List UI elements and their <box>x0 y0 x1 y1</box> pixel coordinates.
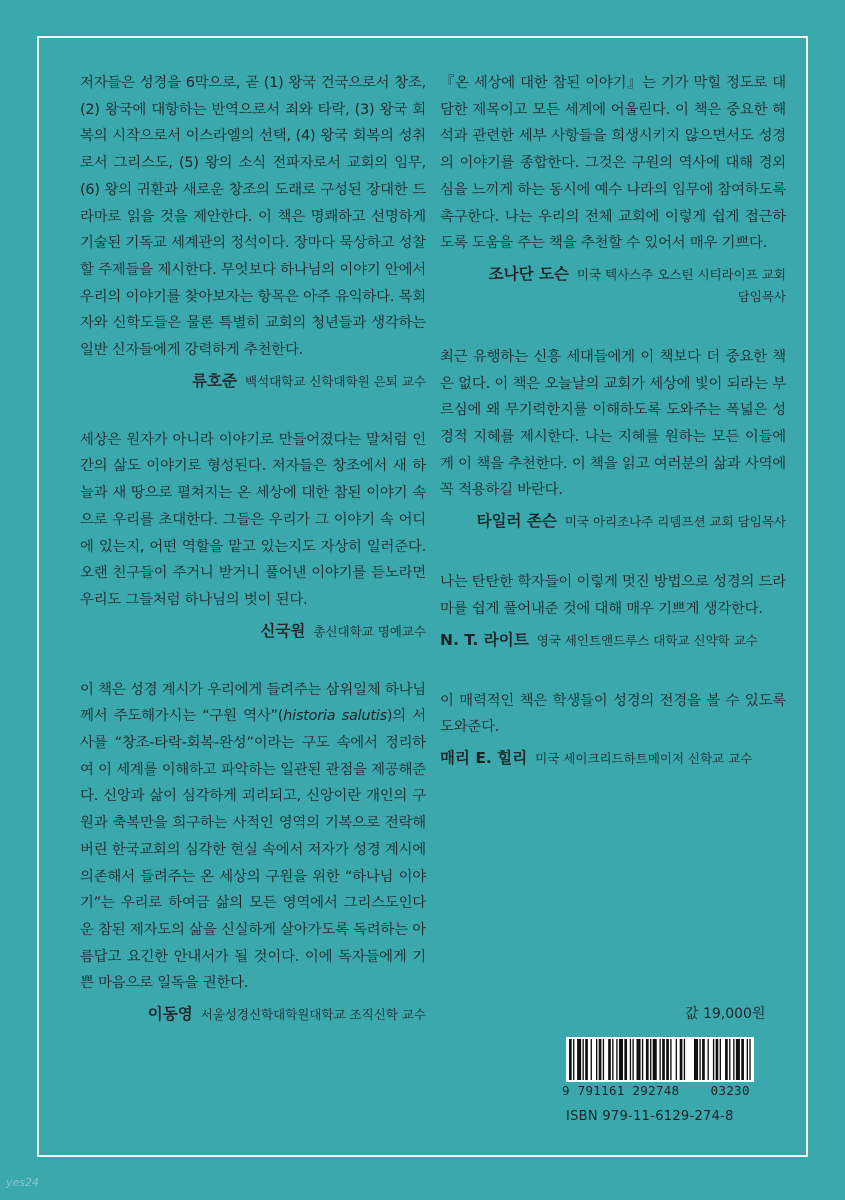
barcode-bar <box>676 1039 677 1080</box>
endorsement-text-part: )의 서사를 “창조-타락-회복-완성”이라는 구도 속에서 정리하여 이 세계를 이해하고 파악하는 일관된 관점을 제공해준다. 신앙과 삶이 심각하게 괴리되고, 신앙이란 개인의 구원과 축복만을 희구하는 사적인 영역의 기복으로 전락해 버린 한국교회의 심각한 현실 속에서 저자가 성경 계시에 의존해서 들려주는 온 세상의 구원을 위한 “하나님 이야기”는 우리로 하여금 삶의 모든 영역에서 그리스도인다운 참된 제자도의 삶을 신실하게 살아가도록 독려하는 아름답고 요긴한 안내서가 될 것이다. 이에 독자들에게 기쁜 마음으로 일독을 권한다. <box>80 708 426 992</box>
endorsement-attribution <box>80 620 426 643</box>
endorsement-text: 세상은 원자가 아니라 이야기로 만들어졌다는 말처럼 인간의 삶도 이야기로 형성된다. 저자들은 창조에서 새 하늘과 새 땅으로 펼쳐지는 온 세상에 대한 참된 이야기 속으로 우리를 초대한다. 그들은 우리가 그 이야기 속 어디에 있는지, 어떤 역할을 맡고 있는지도 자상히 일러준다. 오랜 친구들이 주거니 받거니 풀어낸 이야기를 듣노라면 우리도 그들처럼 하나님의 벗이 된다. <box>80 431 426 608</box>
endorsement-attribution <box>440 510 786 533</box>
barcode-bar <box>694 1039 698 1080</box>
endorsement-text-part: 이 책은 성경 계시가 우리에게 들려주는 삼위일체 하나님께서 주도해가시는 “구원 역사”( <box>80 681 426 725</box>
barcode-bar <box>619 1039 623 1080</box>
endorser-name: 신국원 <box>260 621 306 640</box>
barcode-bar <box>659 1039 660 1080</box>
endorser-name: 조나단 도슨 <box>488 264 569 283</box>
barcode-bar <box>716 1039 719 1080</box>
barcode-bar <box>720 1039 721 1080</box>
barcode-bar <box>699 1039 700 1080</box>
endorser-role: 총신대학교 명예교수 <box>313 623 426 639</box>
isbn-label: ISBN 979-11-6129-274-8 <box>566 1109 734 1124</box>
endorsement-text: 나는 탄탄한 학자들이 이렇게 멋진 방법으로 성경의 드라마를 쉽게 풀어내준 것에 대해 매우 기쁘게 생각한다. <box>440 574 786 617</box>
endorsement-text: 이 매력적인 책은 학생들이 성경의 전경을 볼 수 있도록 도와준다. <box>440 692 786 736</box>
endorsement-text: 최근 유행하는 신흥 세대들에게 이 책보다 더 중요한 책은 없다. 이 책은 오늘날의 교회가 세상에 빛이 되라는 부르심에 왜 무기력한지를 이해하도록 도와주는 폭넓은 성경적 지혜를 제시한다. 나는 지혜를 원하는 모든 이들에게 이 책을 추천한다. 이 책을 읽고 여러분의 삶과 사역에 꼭 적용하길 바란다. <box>440 348 786 499</box>
barcode-bar <box>591 1039 592 1080</box>
barcode-bar <box>747 1039 748 1080</box>
endorsement-attribution <box>440 629 786 652</box>
barcode-bar <box>632 1039 633 1080</box>
barcode-bar <box>608 1039 611 1080</box>
barcode-bar <box>599 1039 602 1080</box>
barcode-bar <box>670 1039 671 1080</box>
barcode-bar <box>749 1039 750 1080</box>
barcode-bar <box>666 1039 669 1080</box>
endorser-role: 서울성경신학대학원대학교 조직신학 교수 <box>200 1007 426 1023</box>
endorsement-text: 『온 세상에 대한 참된 이야기』는 기가 막힐 정도로 대담한 제목이고 모든 세계에 어울린다. 이 책은 중요한 해석과 관련한 세부 사항들을 희생시키지 않으면서도 성경의 이야기를 종합한다. 그것은 구원의 역사에 대해 경외심을 느끼게 하는 동시에 예수 나라의 임무에 참여하도록 촉구한다. 나는 우리의 전체 교회에 이렇게 쉽게 접근하도록 도움을 주는 책을 추천할 수 있어서 매우 기쁘다. <box>440 75 786 252</box>
endorser-name: N. T. 라이트 <box>440 630 529 649</box>
barcode-bar <box>708 1039 709 1080</box>
barcode-bar <box>713 1039 714 1080</box>
barcode-bar <box>662 1039 665 1080</box>
endorsement-text-italic: historia salutis <box>283 708 387 725</box>
barcode-bar <box>733 1039 734 1080</box>
endorsement-text <box>80 677 426 997</box>
endorser-role: 미국 아리조나주 리뎀프션 교회 담임목사 <box>564 514 786 530</box>
barcode-bar <box>729 1039 730 1080</box>
barcode-bar <box>650 1039 651 1080</box>
endorser-name: 이동영 <box>147 1005 193 1024</box>
barcode-bar <box>583 1039 584 1080</box>
barcode-bar <box>624 1039 627 1080</box>
endorsement-attribution <box>440 263 786 308</box>
barcode-bar <box>573 1039 574 1080</box>
barcode <box>566 1037 754 1082</box>
endorsement-attribution <box>80 370 426 393</box>
endorser-role: 미국 텍사스주 오스틴 시티라이프 교회 <box>576 266 786 282</box>
endorser-role: 미국 세이크리드하트메이저 신학교 교수 <box>535 750 753 766</box>
barcode-bar <box>569 1039 572 1080</box>
left-column <box>80 70 426 1026</box>
endorser-role: 백석대학교 신학대학원 은퇴 교수 <box>245 373 426 389</box>
endorsement-attribution <box>80 1003 426 1026</box>
endorsement-text: 저자들은 성경을 6막으로, 곧 (1) 왕국 건국으로서 창조, (2) 왕국에 대항하는 반역으로서 죄와 타락, (3) 왕국 회복의 시작으로서 이스라엘의 선택, (4) 왕국 회복의 성취로서 그리스도, (5) 왕의 소식 전파자로서 교회의 임무, (6) 왕의 귀환과 새로운 창조의 도래로 구성된 장대한 드라마로 읽을 것을 제안한다. 이 책은 명쾌하고 선명하게 기술된 기독교 세계관의 정석이다. 장마다 묵상하고 성찰할 주제들을 제시한다. 무엇보다 하나님의 이야기 안에서 우리의 이야기를 찾아보자는 항목은 아주 유익하다. 목회자와 신학도들은 물론 특별히 교회의 청년들과 생각하는 일반 신자들에게 강력하게 추천한다. <box>80 75 426 359</box>
barcode-numbers: 9 791161 292748 03230 <box>562 1083 750 1098</box>
right-column <box>440 70 786 770</box>
barcode-bar <box>646 1039 649 1080</box>
barcode-bar <box>630 1039 631 1080</box>
barcode-bar <box>585 1039 588 1080</box>
barcode-bar <box>684 1039 685 1080</box>
barcode-bar <box>736 1039 740 1080</box>
barcode-bar <box>637 1039 641 1080</box>
barcode-bar <box>642 1039 643 1080</box>
barcode-bar <box>577 1039 581 1080</box>
price-label: 값 19,000원 <box>685 1006 766 1022</box>
barcode-bar <box>680 1039 683 1080</box>
barcode-bar <box>653 1039 657 1080</box>
endorser-name: 매리 E. 힐리 <box>440 748 528 767</box>
endorser-role: 영국 세인트앤드루스 대학교 신약학 교수 <box>536 632 758 648</box>
barcode-bar <box>702 1039 705 1080</box>
endorser-role-continued: 담임목사 <box>737 288 786 304</box>
barcode-bar <box>596 1039 597 1080</box>
endorser-name: 타일러 존슨 <box>476 512 557 531</box>
barcode-bar <box>741 1039 744 1080</box>
endorsement-attribution <box>440 747 786 770</box>
watermark: yes24 <box>6 1176 40 1189</box>
barcode-bar <box>725 1039 728 1080</box>
barcode-bar <box>616 1039 617 1080</box>
endorser-name: 류호준 <box>192 371 238 390</box>
barcode-bar <box>603 1039 604 1080</box>
barcode-bar <box>612 1039 613 1080</box>
